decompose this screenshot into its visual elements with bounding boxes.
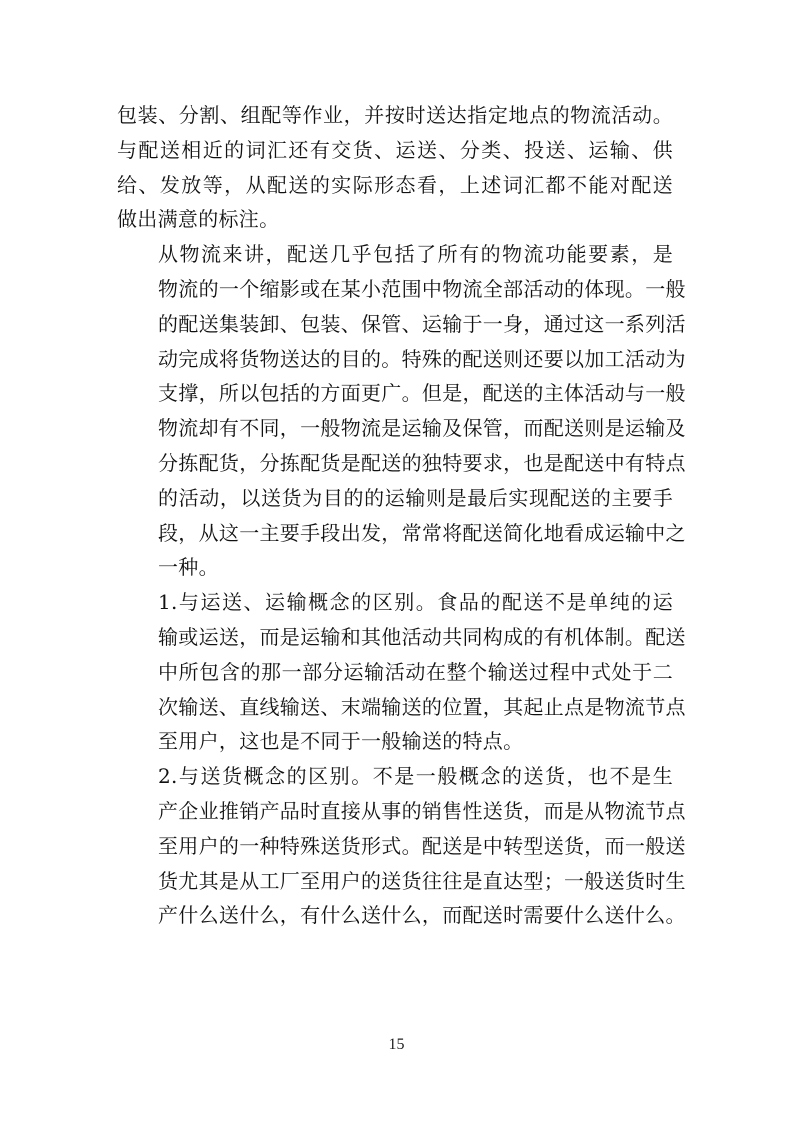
text-line: 分拣配货，分拣配货是配送的独特要求，也是配送中有特点 [158,450,686,475]
paragraph-2 [117,237,686,585]
text-line: 做出满意的标注。 [117,207,280,232]
text-line: 给、发放等，从配送的实际形态看，上述词汇都不能对配送 [117,172,673,197]
text-line: 产什么送什么，有什么送什么，而配送时需要什么送什么。 [158,903,686,928]
text-line: 支撑，所以包括的方面更广。但是，配送的主体活动与一般 [158,381,686,406]
text-line: 与配送相近的词汇还有交货、运送、分类、投送、运输、供 [117,137,673,162]
text-line: 输或运送，而是运输和其他活动共同构成的有机体制。配送 [158,624,686,649]
paragraph-1 [117,98,673,237]
text-line: 至用户，这也是不同于一般输送的特点。 [158,729,524,754]
text-line: 动完成将货物送达的目的。特殊的配送则还要以加工活动为 [158,346,686,371]
text-line: 次输送、直线输送、末端输送的位置，其起止点是物流节点 [158,694,686,719]
text-line: 物流的一个缩影或在某小范围中物流全部活动的体现。一般 [158,276,686,301]
paragraph-3 [117,585,686,759]
text-line: 物流却有不同，一般物流是运输及保管，而配送则是运输及 [158,416,686,441]
text-line: 中所包含的那一部分运输活动在整个输送过程中式处于二 [158,659,673,684]
text-line: 从物流来讲，配送几乎包括了所有的物流功能要素，是 [158,242,673,267]
text-line: 一种。 [158,555,219,580]
page-number: 15 [388,1036,405,1053]
body-text [117,98,686,933]
text-line: 至用户的一种特殊送货形式。配送是中转型送货，而一般送 [158,833,686,858]
paragraph-4 [117,759,686,933]
text-line: 2.与送货概念的区别。不是一般概念的送货，也不是生 [158,764,673,789]
text-line: 的配送集装卸、包装、保管、运输于一身，通过这一系列活 [158,311,686,336]
text-line: 包装、分割、组配等作业，并按时送达指定地点的物流活动。 [117,103,673,127]
text-line: 段，从这一主要手段出发，常常将配送简化地看成运输中之 [158,520,686,545]
text-line: 产企业推销产品时直接从事的销售性送货，而是从物流节点 [158,798,686,823]
text-line: 1.与运送、运输概念的区别。食品的配送不是单纯的运 [158,590,673,615]
text-line: 的活动，以送货为目的的运输则是最后实现配送的主要手 [158,485,673,510]
text-line: 货尤其是从工厂至用户的送货往往是直达型；一般送货时生 [158,868,686,893]
